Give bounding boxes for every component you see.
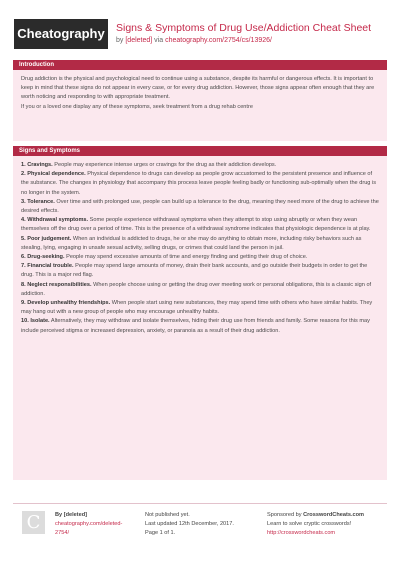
item-text: When people start using new substances, they may spend time with others who have similar habits. They may hang out with a new group of people who may encourage unhealthy habits. (21, 300, 373, 316)
list-item (21, 161, 379, 170)
item-text: Over time and with prolonged use, people can build up a tolerance to the drug, meaning they need more of the drug to achieve the desired effects. (21, 198, 379, 215)
signs-card (13, 146, 387, 480)
item-label: 4. Withdrawal symptoms. (21, 217, 89, 224)
list-item (21, 281, 379, 299)
item-text: Alternatively, they may withdraw and isolate themselves, hiding their drug use from friends and family. Some reasons for this may include perceived stigma or increased depression, anxiety, or paranoia as a result of their drug addiction. (21, 318, 370, 334)
item-label: 5. Poor judgement. (21, 235, 72, 242)
list-item (21, 299, 379, 317)
publish-info (145, 511, 234, 538)
sponsor-info (267, 511, 364, 538)
sponsor-name[interactable]: CrosswordCheats.com (303, 512, 365, 518)
sponsor-tagline: Learn to solve cryptic crosswords! (267, 521, 352, 527)
signs-heading: Signs and Symptoms (13, 146, 387, 156)
author-link[interactable]: [deleted] (125, 37, 153, 44)
list-item (21, 216, 379, 234)
footer-author-url-cont[interactable]: 2754/ (55, 530, 69, 536)
list-item (21, 262, 379, 280)
item-text: When an individual is addicted to drugs, he or she may do anything to obtain more, including risky behaviors such as stealing, lying, engaging in unsafe sexual activity, selling drugs, or crimes that could land the person in jail. (21, 235, 362, 251)
list-item (21, 235, 379, 253)
page-header (0, 0, 400, 60)
byline-prefix: by (116, 37, 124, 44)
list-item (21, 198, 379, 216)
item-label: 6. Drug-seeking. (21, 254, 65, 261)
page-footer (0, 503, 400, 566)
signs-list (13, 156, 387, 480)
sponsor-url-link[interactable]: http://crosswordcheats.com (267, 530, 336, 536)
last-updated: Last updated 12th December, 2017. (145, 521, 234, 527)
page-title: Signs & Symptoms of Drug Use/Addiction Cheat Sheet (116, 22, 372, 34)
introduction-card (13, 60, 387, 141)
sponsor-prefix: Sponsored by (267, 512, 302, 518)
item-label: 9. Develop unhealthy friendships. (21, 300, 111, 307)
list-item (21, 253, 379, 262)
footer-author-url[interactable]: cheatography.com/deleted- (55, 521, 123, 527)
item-text: People may experience intense urges or cravings for the drug as their addiction develops. (52, 162, 277, 168)
intro-paragraph: Drug addiction is the physical and psychological need to continue using a substance, despite its harmful or dangerous effects. It is important to keep in mind that these signs do not appear in every case, or for every drug addiction. However, those signs appear often enough that they are worth noticing and responding to with appropriate treatment. (21, 76, 375, 101)
item-label: 3. Tolerance. (21, 198, 55, 205)
byline (116, 37, 272, 44)
sheet-url-link[interactable]: cheatography.com/2754/cs/13926/ (165, 37, 272, 44)
cheatography-logo[interactable]: Cheatography (14, 19, 108, 49)
item-label: 8. Neglect responsibilities. (21, 281, 92, 288)
list-item (21, 170, 379, 198)
item-label: 7. Financial trouble. (21, 263, 74, 270)
item-text: Some people experience withdrawal symptoms when they attempt to stop using abruptly or when they wean themselves off the drug over a period of time. This is the presence of a withdrawal syndrome indicates that physiologic dependence is at play. (21, 217, 371, 233)
intro-paragraph-treatment: If you or a loved one display any of these symptoms, seek treatment from a drug rehab centre (21, 103, 253, 110)
footer-divider (13, 503, 387, 504)
item-text: Physical dependence to drugs can develop as people grow accustomed to the persistent presence and influence of the substance. The changes in physiology that accompany this process leave people feeling badly or functioning sub-optimally when the drug is no longer in the system. (21, 171, 377, 196)
item-label: 10. Isolate. (21, 318, 50, 325)
item-text: People may spend large amounts of money, drain their bank accounts, and go outside their budgets in order to get the drug. This is a major red flag. (21, 263, 368, 279)
item-text: When people choose using or getting the drug over meeting work or personal obligations, this is a classic sign of addiction. (21, 281, 372, 297)
published-status: Not published yet. (145, 512, 190, 518)
page-count: Page 1 of 1. (145, 530, 176, 536)
item-label: 2. Physical dependence. (21, 171, 86, 178)
author-info (55, 511, 122, 538)
item-text: People may spend excessive amounts of time and energy finding and getting their drug of choice. (64, 254, 308, 261)
byline-via: via (154, 37, 164, 44)
footer-author[interactable]: [deleted] (63, 512, 88, 518)
footer-by-label: By (55, 512, 63, 518)
list-item (21, 317, 379, 335)
introduction-heading: Introduction (13, 60, 387, 70)
author-avatar: C (22, 511, 45, 534)
item-label: 1. Cravings. (21, 162, 53, 168)
